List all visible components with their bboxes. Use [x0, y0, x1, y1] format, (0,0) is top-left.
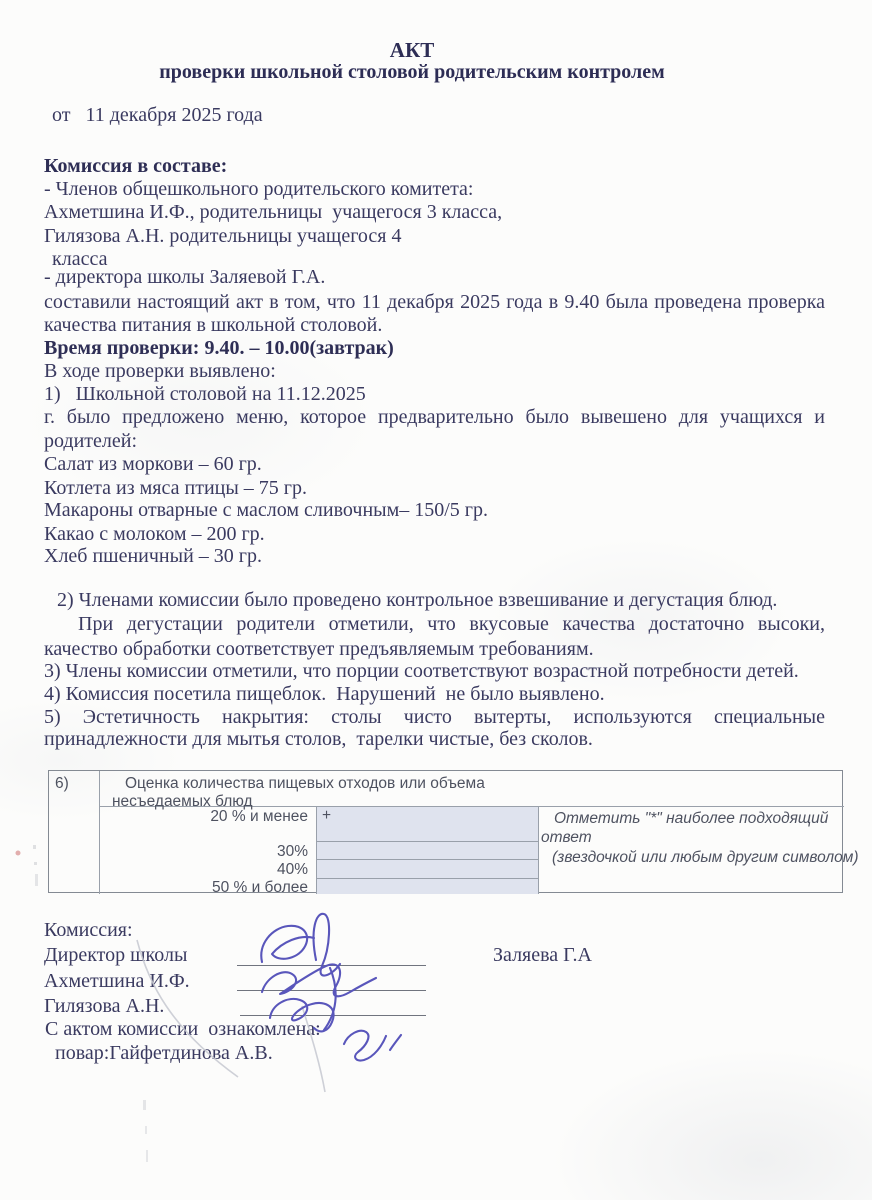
body-line: принадлежности для мытья столов, тарелки чистые, без сколов. — [44, 728, 593, 750]
scan-speck — [143, 1100, 146, 1110]
scan-speck — [145, 1126, 147, 1134]
table-option: 40% — [276, 861, 308, 878]
table-header-line1: Оценка количества пищевых отходов или объема — [125, 775, 485, 792]
acknowledgement-line: С актом комиссии ознакомлена: — [45, 1018, 321, 1040]
body-line: г. было предложено меню, которое предварительно было вывешено для учащихся и — [44, 406, 825, 428]
director-signature — [324, 968, 336, 1030]
table-option: 20 % и менее — [210, 808, 308, 825]
signature-line — [237, 965, 426, 966]
menu-item: Хлеб пшеничный – 30 гр. — [44, 545, 262, 567]
table-vertical-divider — [316, 806, 317, 894]
menu-item: Котлета из мяса птицы – 75 гр. — [44, 477, 307, 499]
body-line: 5) Эстетичность накрытия: столы чисто вытерты, используются специальные — [44, 706, 825, 728]
akhmetshina-signature — [262, 964, 376, 996]
table-row-divider — [316, 859, 538, 860]
table-header-line2: несъедаемых блюд — [112, 793, 253, 810]
answer-cell — [316, 859, 538, 878]
commission-heading: Комиссия в составе: — [44, 155, 228, 177]
table-row-number: 6) — [55, 775, 69, 792]
body-line: класса — [52, 248, 108, 270]
signature-line — [237, 990, 426, 991]
director-signature — [261, 926, 314, 962]
scan-speck — [35, 874, 38, 886]
menu-item: Макароны отварные с маслом сливочным– 150/5 гр. — [44, 499, 489, 521]
body-line: Гилязова А.Н. родительницы учащегося 4 — [44, 225, 402, 247]
signer-label: Ахметшина И.Ф. — [44, 970, 190, 992]
body-line: При дегустации родители отметили, что вкусовые качества достаточно высоки, — [78, 613, 825, 635]
table-vertical-divider — [538, 806, 539, 894]
body-line: - директора школы Заляевой Г.А. — [44, 266, 326, 288]
signer-label: Директор школы — [44, 944, 188, 966]
answer-cell — [316, 878, 538, 894]
check-time-line: Время проверки: 9.40. – 10.00(завтрак) — [44, 337, 394, 359]
body-line: 4) Комиссия посетила пищеблок. Нарушений не было выявлено. — [44, 683, 605, 705]
scan-speck — [16, 851, 21, 856]
date-line: от 11 декабря 2025 года — [52, 104, 263, 126]
table-row-divider — [316, 878, 538, 879]
answer-cell — [316, 806, 538, 841]
body-line: качества питания в школьной столовой. — [44, 314, 383, 336]
document-title: АКТ — [389, 38, 435, 62]
body-line: качество обработки соответствует предъявляемым требованиям. — [44, 638, 594, 660]
body-line: Ахметшина И.Ф., родительницы учащегося 3 класса, — [44, 201, 503, 223]
scan-speck — [33, 845, 36, 849]
signer-label: Гилязова А.Н. — [44, 995, 165, 1017]
menu-item: Какао с молоком – 200 гр. — [44, 523, 265, 545]
body-line: 2) Членами комиссии было проведено контрольное взвешивание и дегустация блюд. — [57, 589, 778, 611]
table-note-line3: (звездочкой или любым другим символом) — [552, 849, 859, 866]
body-line: В ходе проверки выявлено: — [44, 360, 276, 382]
waste-assessment-table — [48, 770, 859, 896]
scan-speck — [146, 1150, 148, 1162]
body-line: составили настоящий акт в том, что 11 декабря 2025 года в 9.40 была проведена проверка — [44, 291, 825, 313]
cook-line: повар:Гайфетдинова А.В. — [55, 1042, 273, 1064]
cook-signature — [344, 1031, 386, 1061]
table-note-line2: ответ — [541, 829, 592, 846]
table-option: 30% — [276, 843, 308, 860]
signature-line — [240, 1015, 426, 1016]
document-subtitle: проверки школьной столовой родительским контролем — [159, 61, 665, 83]
body-line: 1) Школьной столовой на 11.12.2025 — [44, 383, 366, 405]
table-row-divider — [316, 841, 538, 842]
body-line: 3) Члены комиссии отметили, что порции соответствуют возрастной потребности детей. — [44, 660, 799, 682]
table-note-line1: Отметить "*" наиболее подходящий — [554, 810, 829, 827]
body-line: родителей: — [44, 430, 138, 452]
signer-name: Заляева Г.А — [493, 944, 592, 966]
subtitle-block — [0, 61, 824, 84]
answer-mark: + — [322, 807, 332, 824]
table-option: 50 % и более — [211, 879, 308, 896]
scan-speck — [34, 862, 37, 865]
signatures-heading: Комиссия: — [44, 919, 133, 941]
title-block — [0, 38, 824, 63]
menu-item: Салат из моркови – 60 гр. — [44, 453, 262, 475]
cook-signature — [390, 1035, 401, 1050]
director-signature — [314, 914, 340, 976]
answer-cell — [316, 841, 538, 859]
body-line: - Членов общешкольного родительского комитета: — [44, 178, 474, 200]
